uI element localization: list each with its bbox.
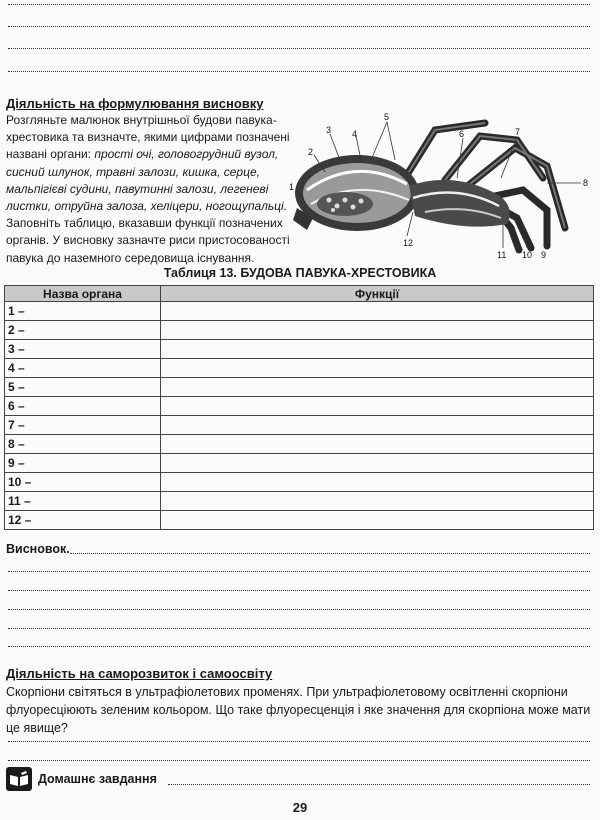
- answer-line[interactable]: [8, 26, 590, 27]
- table-row: [5, 492, 594, 511]
- diagram-label-11: 11: [497, 250, 507, 260]
- section-heading-self-development: Діяльність на саморозвиток і самоосвіту: [6, 666, 273, 681]
- conclusion-line[interactable]: [8, 590, 590, 591]
- diagram-label-12: 12: [403, 238, 414, 248]
- organ-cell[interactable]: 12 –: [5, 511, 161, 530]
- conclusion-line[interactable]: [8, 628, 590, 629]
- function-cell[interactable]: [161, 416, 594, 435]
- table-row: [5, 397, 594, 416]
- answer-line[interactable]: [8, 760, 590, 761]
- table-row: [5, 473, 594, 492]
- page-number: 29: [292, 800, 308, 815]
- homework-section: [6, 766, 157, 792]
- answer-line[interactable]: [8, 71, 590, 72]
- table-row: [5, 359, 594, 378]
- diagram-label-6: 6: [459, 129, 465, 139]
- function-cell[interactable]: [161, 435, 594, 454]
- table-row: [5, 378, 594, 397]
- function-cell[interactable]: [161, 397, 594, 416]
- conclusion-line[interactable]: [70, 553, 590, 554]
- function-cell[interactable]: [161, 302, 594, 321]
- column-header-organ: Назва органа: [5, 286, 161, 302]
- answer-line[interactable]: [8, 4, 590, 5]
- diagram-label-1: 1: [289, 182, 295, 192]
- organ-cell[interactable]: 11 –: [5, 492, 161, 511]
- task-instruction: Заповніть таблицю, вказавши функції позначених органів. У висновку зазначте риси пристосованості павука до наземного середовища існування.: [6, 216, 290, 265]
- task-description: [6, 112, 295, 267]
- organ-cell[interactable]: 3 –: [5, 340, 161, 359]
- function-cell[interactable]: [161, 473, 594, 492]
- organ-cell[interactable]: 6 –: [5, 397, 161, 416]
- function-cell[interactable]: [161, 321, 594, 340]
- function-cell[interactable]: [161, 340, 594, 359]
- table-row: [5, 511, 594, 530]
- section-heading-conclusion: Діяльність на формулювання висновку: [6, 96, 264, 111]
- scorpion-task-text: Скорпіони світяться в ультрафіолетових променях. При ультрафіолетовому освітленні скорпіони флуоресціюють зеленим кольором. Що таке флуоресценція і яке значення для скорпіона може мати це явище?: [6, 685, 591, 735]
- diagram-label-4: 4: [352, 129, 358, 139]
- table-row: [5, 416, 594, 435]
- organ-cell[interactable]: 7 –: [5, 416, 161, 435]
- function-cell[interactable]: [161, 492, 594, 511]
- column-header-functions: Функції: [161, 286, 594, 302]
- table-row: [5, 340, 594, 359]
- organ-cell[interactable]: 1 –: [5, 302, 161, 321]
- table-row: [5, 321, 594, 340]
- conclusion-label: Висновок.: [6, 542, 70, 556]
- table-row: [5, 454, 594, 473]
- function-cell[interactable]: [161, 378, 594, 397]
- table-title: Таблиця 13. БУДОВА ПАВУКА-ХРЕСТОВИКА: [163, 266, 437, 280]
- organ-cell[interactable]: 9 –: [5, 454, 161, 473]
- function-cell[interactable]: [161, 359, 594, 378]
- conclusion-line[interactable]: [8, 571, 590, 572]
- book-pencil-icon: [6, 767, 32, 791]
- conclusion-line[interactable]: [8, 646, 590, 647]
- conclusion-line[interactable]: [8, 609, 590, 610]
- table-header-row: [5, 286, 594, 302]
- function-cell[interactable]: [161, 454, 594, 473]
- diagram-label-3: 3: [326, 125, 332, 135]
- homework-label: Домашнє завдання: [38, 772, 157, 786]
- diagram-label-10: 10: [522, 250, 533, 260]
- diagram-label-8: 8: [583, 178, 589, 188]
- organ-functions-table: [4, 285, 594, 530]
- diagram-label-2: 2: [308, 147, 314, 157]
- table-row: [5, 302, 594, 321]
- table-row: [5, 435, 594, 454]
- organs-list: прості очі, головогрудний вузол, сисний шлунок, травні залози, кишка, серце, мальпігієві судини, павутинні залози, легеневі листки, отруйна залоза, хеліцери, ногощупальці.: [6, 147, 288, 214]
- organ-cell[interactable]: 10 –: [5, 473, 161, 492]
- organ-cell[interactable]: 8 –: [5, 435, 161, 454]
- function-cell[interactable]: [161, 511, 594, 530]
- homework-line[interactable]: [168, 784, 590, 785]
- organ-cell[interactable]: 2 –: [5, 321, 161, 340]
- diagram-label-9: 9: [541, 250, 547, 260]
- task-intro: Розгляньте малюнок внутрішньої будови павука-хрестовика та визначте, якими цифрами позначені названі органи:: [6, 113, 290, 162]
- organ-cell[interactable]: 4 –: [5, 359, 161, 378]
- diagram-label-5: 5: [384, 112, 390, 122]
- organ-cell[interactable]: 5 –: [5, 378, 161, 397]
- diagram-label-7: 7: [515, 127, 521, 137]
- spider-anatomy-diagram: [285, 108, 595, 263]
- answer-line[interactable]: [8, 741, 590, 742]
- answer-line[interactable]: [8, 48, 590, 49]
